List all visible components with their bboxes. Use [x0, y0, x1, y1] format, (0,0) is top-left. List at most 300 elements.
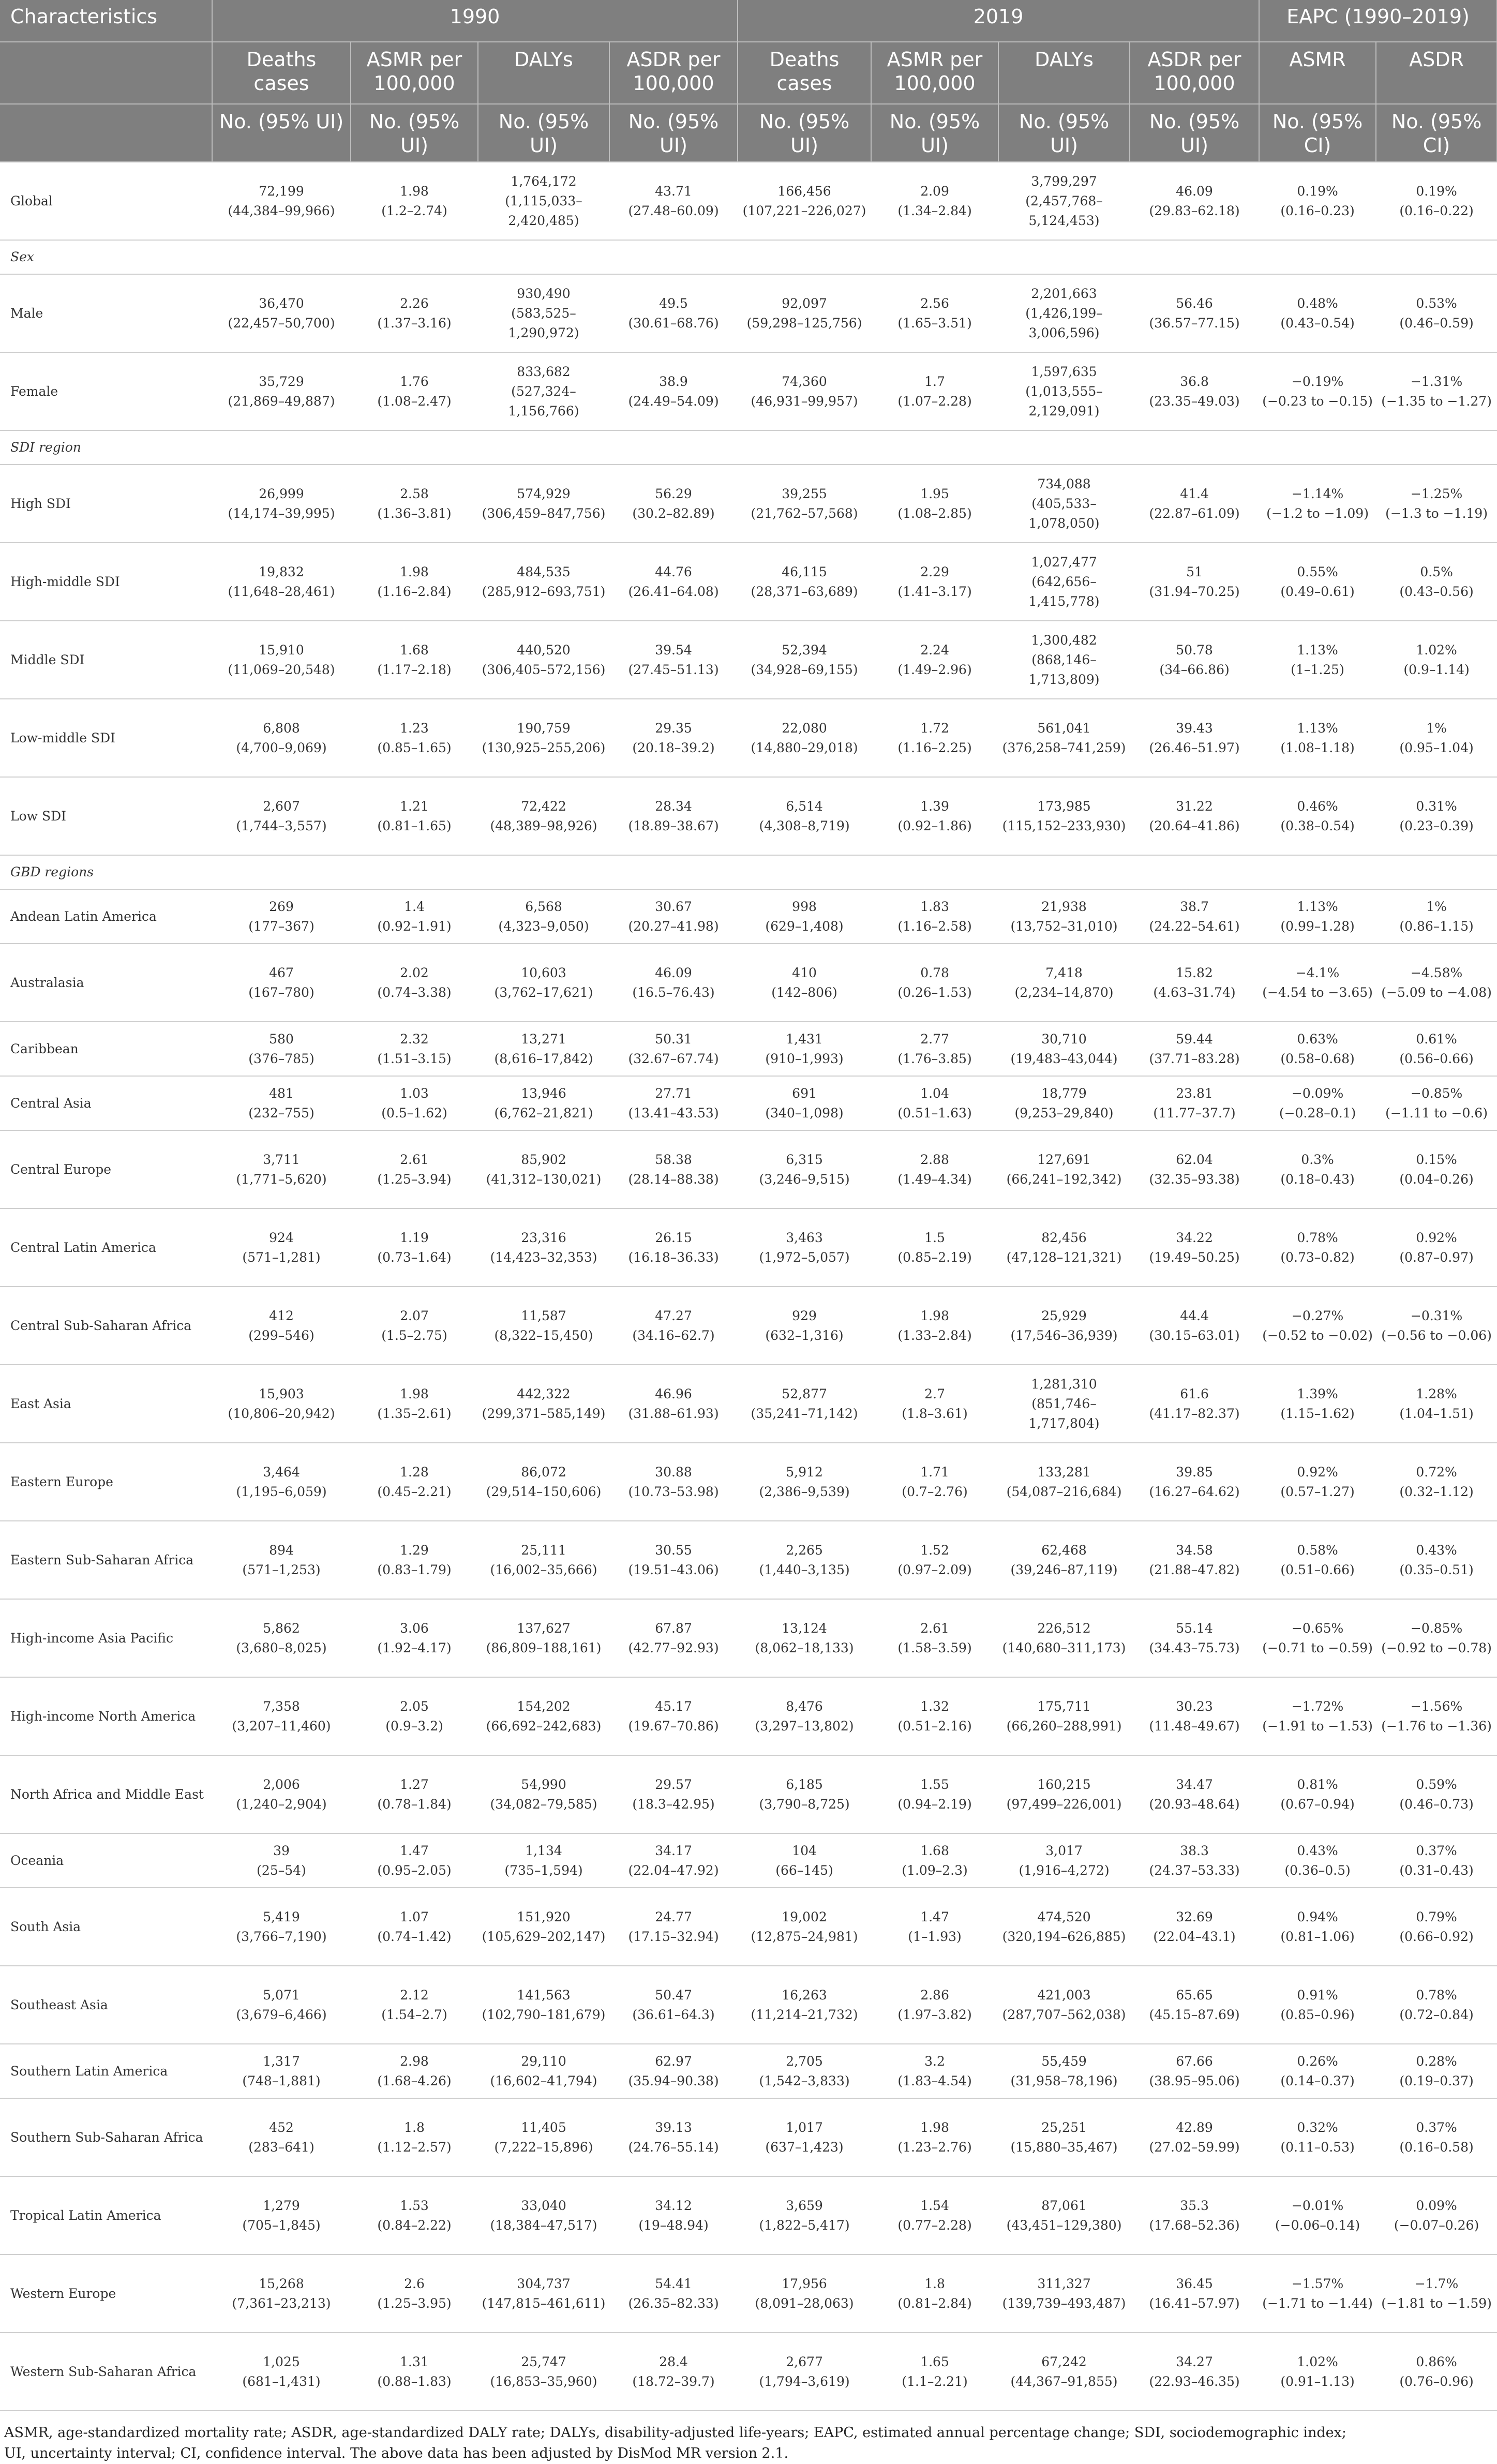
table-cell [738, 777, 871, 855]
cell-value: 410 [792, 965, 817, 980]
table-cell [1130, 1076, 1259, 1130]
cell-interval: (18.72–39.7) [632, 2373, 715, 2389]
cell-value: 2.07 [400, 1308, 429, 1323]
cell-interval: (0.43–0.54) [1280, 315, 1355, 331]
table-row [0, 2176, 1497, 2254]
row-label: Central Latin America [0, 1208, 212, 1287]
cell-value: 65.65 [1176, 1987, 1213, 2003]
table-cell [871, 2333, 998, 2411]
cell-value: 15,910 [259, 642, 304, 658]
table-cell [609, 1755, 738, 1833]
cell-interval: (31.94–70.25) [1149, 584, 1240, 599]
cell-value: 1,597,635 [1031, 364, 1097, 379]
cell-value: 72,199 [259, 183, 304, 199]
table-cell [1376, 1833, 1497, 1888]
table-cell [351, 1966, 478, 2044]
table-cell [478, 274, 609, 352]
cell-value: 86,072 [521, 1464, 566, 1480]
cell-value: 23.81 [1176, 1085, 1213, 1101]
table-cell [351, 162, 478, 240]
cell-value: 11,405 [521, 2119, 566, 2135]
cell-value: 42.89 [1176, 2119, 1213, 2135]
table-cell [351, 2098, 478, 2176]
cell-interval: (0.57–1.27) [1280, 1484, 1355, 1499]
cell-interval: (0.92–1.86) [897, 818, 972, 833]
cell-value: 2.12 [400, 1987, 429, 2003]
cell-interval: (43,451–129,380) [1006, 2217, 1122, 2233]
cell-interval: (1.36–3.81) [377, 505, 452, 521]
cell-interval: (16.5–76.43) [632, 984, 715, 1000]
table-cell [609, 2333, 738, 2411]
table-row [0, 2098, 1497, 2176]
cell-interval: (24.76–55.14) [628, 2139, 719, 2155]
table-row [0, 1130, 1497, 1208]
cell-interval: (0.26–1.53) [897, 984, 972, 1000]
cell-interval: (583,525–1,290,972) [508, 305, 579, 340]
cell-value: 0.72% [1416, 1464, 1457, 1480]
cell-value: 38.3 [1180, 1843, 1209, 1858]
cell-value: 2.32 [400, 1031, 429, 1047]
table-cell [738, 543, 871, 621]
cell-value: −0.19% [1291, 374, 1344, 389]
footnote-line: UI, uncertainty interval; CI, confidence interval. The above data has been adjusted by DisMod MR version 2.1. [4, 2445, 789, 2461]
table-cell [1376, 465, 1497, 543]
table-cell [609, 1521, 738, 1599]
cell-interval: (−1.71 to −1.44) [1262, 2295, 1373, 2311]
table-cell [998, 1966, 1130, 2044]
cell-interval: (31.88–61.93) [628, 1406, 719, 1421]
cell-value: 173,985 [1037, 798, 1091, 814]
table-cell [212, 2044, 351, 2098]
table-cell [1130, 1888, 1259, 1966]
cell-interval: (20.64–41.86) [1149, 818, 1240, 833]
table-cell [351, 944, 478, 1022]
table-cell [1376, 944, 1497, 1022]
cell-interval: (37.71–83.28) [1149, 1051, 1240, 1066]
cell-interval: (−0.06–0.14) [1275, 2217, 1360, 2233]
table-cell [212, 1888, 351, 1966]
cell-interval: (66,260–288,991) [1006, 1718, 1122, 1734]
table-cell [351, 2176, 478, 2254]
table-cell [609, 1833, 738, 1888]
cell-value: 833,682 [517, 364, 571, 379]
table-body [0, 162, 1497, 2411]
cell-interval: (29.83–62.18) [1149, 203, 1240, 218]
cell-value: 2.6 [404, 2276, 425, 2291]
cell-interval: (−0.23 to −0.15) [1262, 393, 1373, 409]
table-cell [609, 2176, 738, 2254]
cell-value: 1.47 [400, 1843, 429, 1858]
header-blank [0, 104, 212, 162]
cell-interval: (285,912–693,751) [482, 584, 606, 599]
cell-value: 28.34 [655, 798, 692, 814]
cell-interval: (21,869–49,887) [228, 393, 335, 409]
table-cell [998, 1130, 1130, 1208]
cell-value: 1.71 [920, 1464, 949, 1480]
table-row [0, 1755, 1497, 1833]
header-blank [0, 42, 212, 104]
cell-value: 1% [1426, 899, 1447, 914]
cell-value: 0.92% [1297, 1464, 1338, 1480]
cell-interval: (21.88–47.82) [1149, 1562, 1240, 1577]
cell-value: 421,003 [1037, 1987, 1091, 2003]
table-cell [1130, 1287, 1259, 1365]
cell-value: 1.39 [920, 798, 949, 814]
cell-value: −0.27% [1291, 1308, 1344, 1323]
cell-interval: (26.35–82.33) [628, 2295, 719, 2311]
cell-interval: (1,744–3,557) [236, 818, 327, 833]
cell-interval: (32.67–67.74) [628, 1051, 719, 1066]
row-label: High-income North America [0, 1677, 212, 1755]
table-cell [609, 1677, 738, 1755]
table-cell [1259, 1443, 1376, 1521]
table-cell [351, 1443, 478, 1521]
cell-interval: (1.25–3.95) [377, 2295, 452, 2311]
cell-interval: (41,312–130,021) [486, 1171, 602, 1187]
cell-value: 25,251 [1041, 2119, 1087, 2135]
cell-interval: (147,815–461,611) [482, 2295, 606, 2311]
row-label: Southeast Asia [0, 1966, 212, 2044]
cell-value: 39,255 [782, 486, 827, 501]
cell-interval: (11.77–37.7) [1153, 1105, 1236, 1121]
cell-interval: (24.49–54.09) [628, 393, 719, 409]
header-unit: No. (95% UI) [871, 104, 998, 162]
table-cell [738, 699, 871, 777]
cell-interval: (571–1,253) [242, 1562, 321, 1577]
table-cell [609, 162, 738, 240]
cell-interval: (306,459–847,756) [482, 505, 606, 521]
table-cell [1130, 699, 1259, 777]
table-cell [738, 1443, 871, 1521]
cell-value: −4.58% [1410, 965, 1463, 980]
cell-value: 1,281,310 [1031, 1376, 1097, 1392]
cell-interval: (66,241–192,342) [1006, 1171, 1122, 1187]
cell-interval: (11.48–49.67) [1149, 1718, 1240, 1734]
header-sub: DALYs [478, 42, 609, 104]
cell-interval: (0.83–1.79) [377, 1562, 452, 1577]
table-cell [871, 274, 998, 352]
cell-value: 25,929 [1041, 1308, 1087, 1323]
table-cell [351, 1208, 478, 1287]
table-cell [1259, 2098, 1376, 2176]
table-cell [871, 2044, 998, 2098]
cell-value: 1,300,482 [1031, 632, 1097, 648]
cell-value: 2,607 [263, 798, 300, 814]
table-cell [1130, 274, 1259, 352]
cell-value: 1.65 [920, 2354, 949, 2369]
cell-interval: (22,457–50,700) [228, 315, 335, 331]
cell-value: 1.29 [400, 1542, 429, 1558]
table-cell [1130, 1833, 1259, 1888]
cell-interval: (705–1,845) [242, 2217, 321, 2233]
cell-value: 1.02% [1416, 642, 1457, 658]
cell-interval: (35,241–71,142) [751, 1406, 858, 1421]
table-cell [1130, 1365, 1259, 1443]
table-cell [1130, 1130, 1259, 1208]
cell-value: −0.65% [1291, 1620, 1344, 1636]
table-cell [609, 1287, 738, 1365]
table-cell [609, 944, 738, 1022]
cell-interval: (0.04–0.26) [1399, 1171, 1474, 1187]
table-cell [998, 274, 1130, 352]
cell-interval: (0.87–0.97) [1399, 1249, 1474, 1265]
table-cell [1259, 1888, 1376, 1966]
table-cell [609, 1208, 738, 1287]
cell-interval: (−1.11 to −0.6) [1385, 1105, 1488, 1121]
header-sub: ASMR [1259, 42, 1376, 104]
cell-value: 0.81% [1297, 1776, 1338, 1792]
table-cell [478, 1521, 609, 1599]
cell-value: 104 [792, 1843, 817, 1858]
cell-interval: (19.49–50.25) [1149, 1249, 1240, 1265]
table-cell [1130, 2333, 1259, 2411]
cell-value: 56.29 [655, 486, 692, 501]
table-cell [871, 162, 998, 240]
cell-value: 0.37% [1416, 1843, 1457, 1858]
section-row [0, 430, 1497, 465]
cell-value: 0.19% [1416, 183, 1457, 199]
cell-value: 0.15% [1416, 1152, 1457, 1167]
cell-value: 190,759 [517, 720, 571, 736]
cell-interval: (15,880–35,467) [1010, 2139, 1118, 2155]
cell-value: 5,071 [263, 1987, 300, 2003]
cell-value: 51 [1186, 564, 1203, 579]
cell-interval: (0.51–0.66) [1280, 1562, 1355, 1577]
table-cell [1259, 1287, 1376, 1365]
table-cell [1259, 944, 1376, 1022]
cell-value: 1.28 [400, 1464, 429, 1480]
table-cell [738, 2333, 871, 2411]
table-cell [212, 465, 351, 543]
cell-value: 6,185 [786, 1776, 823, 1792]
cell-value: −1.31% [1410, 374, 1463, 389]
cell-value: 7,418 [1045, 965, 1083, 980]
cell-interval: (1.34–2.84) [897, 203, 972, 218]
cell-value: 87,061 [1041, 2198, 1087, 2213]
cell-value: −1.56% [1410, 1698, 1463, 1714]
table-cell [609, 2098, 738, 2176]
cell-value: 3,659 [786, 2198, 823, 2213]
cell-value: 0.92% [1416, 1230, 1457, 1245]
table-cell [351, 1677, 478, 1755]
cell-value: −0.85% [1410, 1620, 1463, 1636]
header-sub: Deaths cases [738, 42, 871, 104]
cell-interval: (29,514–150,606) [486, 1484, 602, 1499]
cell-value: 0.32% [1297, 2119, 1338, 2135]
cell-interval: (0.85–0.96) [1280, 2007, 1355, 2022]
section-label: SDI region [0, 430, 1497, 465]
table-cell [1259, 2044, 1376, 2098]
table-cell [1130, 1208, 1259, 1287]
cell-interval: (0.99–1.28) [1280, 918, 1355, 934]
cell-interval: (1.5–2.75) [381, 1327, 447, 1343]
table-cell [1259, 1208, 1376, 1287]
table-cell [1376, 1755, 1497, 1833]
table-cell [871, 2176, 998, 2254]
cell-value: 442,322 [517, 1386, 571, 1401]
cell-value: 141,563 [517, 1987, 571, 2003]
cell-value: 1.52 [920, 1542, 949, 1558]
cell-value: 0.63% [1297, 1031, 1338, 1047]
cell-interval: (1,822–5,417) [759, 2217, 850, 2233]
row-label: High-income Asia Pacific [0, 1599, 212, 1677]
table-cell [871, 1677, 998, 1755]
cell-value: 67.66 [1176, 2053, 1213, 2069]
cell-interval: (340–1,098) [765, 1105, 844, 1121]
table-cell [998, 2098, 1130, 2176]
cell-value: 6,568 [525, 899, 562, 914]
table-cell [212, 1966, 351, 2044]
cell-interval: (44,384–99,966) [228, 203, 335, 218]
cell-interval: (0.85–2.19) [897, 1249, 972, 1265]
cell-value: 34.22 [1176, 1230, 1213, 1245]
table-row [0, 1443, 1497, 1521]
cell-value: 26,999 [259, 486, 304, 501]
cell-value: 3,017 [1045, 1843, 1083, 1858]
cell-value: 34.17 [655, 1843, 692, 1858]
cell-interval: (−0.71 to −0.59) [1262, 1640, 1373, 1655]
row-label: Global [0, 162, 212, 240]
table-cell [1259, 1677, 1376, 1755]
cell-value: 2.61 [400, 1152, 429, 1167]
table-cell [478, 1022, 609, 1076]
cell-value: 1,317 [263, 2053, 300, 2069]
cell-interval: (1.54–2.7) [381, 2007, 447, 2022]
cell-interval: (0.18–0.43) [1280, 1171, 1355, 1187]
cell-interval: (−1.91 to −1.53) [1262, 1718, 1373, 1734]
table-cell [212, 1022, 351, 1076]
cell-interval: (1.68–4.26) [377, 2073, 452, 2088]
cell-interval: (629–1,408) [765, 918, 844, 934]
cell-value: 1.13% [1297, 642, 1338, 658]
cell-interval: (1.16–2.25) [897, 740, 972, 755]
cell-interval: (22.87–61.09) [1149, 505, 1240, 521]
cell-interval: (177–367) [248, 918, 315, 934]
cell-interval: (0.78–1.84) [377, 1796, 452, 1812]
cell-value: 29,110 [521, 2053, 566, 2069]
cell-value: 34.12 [655, 2198, 692, 2213]
table-cell [738, 1888, 871, 1966]
cell-value: −0.01% [1291, 2198, 1344, 2213]
table-cell [212, 2333, 351, 2411]
cell-value: 7,358 [263, 1698, 300, 1714]
cell-interval: (27.02–59.99) [1149, 2139, 1240, 2155]
table-cell [478, 621, 609, 699]
table-cell [998, 889, 1130, 944]
cell-value: 74,360 [782, 374, 827, 389]
cell-interval: (0.35–0.51) [1399, 1562, 1474, 1577]
cell-interval: (34–66.86) [1159, 662, 1230, 677]
table-cell [998, 543, 1130, 621]
table-cell [351, 1076, 478, 1130]
table-cell [738, 1208, 871, 1287]
header-year-2019: 2019 [738, 0, 1259, 42]
table-cell [212, 944, 351, 1022]
table-cell [1376, 1130, 1497, 1208]
cell-value: 46,115 [782, 564, 827, 579]
cell-value: 0.43% [1297, 1843, 1338, 1858]
cell-interval: (1.17–2.18) [377, 662, 452, 677]
table-row [0, 699, 1497, 777]
cell-interval: (1–1.93) [908, 1929, 962, 1944]
cell-interval: (19,483–43,044) [1010, 1051, 1118, 1066]
table-cell [1376, 1022, 1497, 1076]
cell-interval: (26.41–64.08) [628, 584, 719, 599]
table-cell [1376, 699, 1497, 777]
table-cell [738, 621, 871, 699]
cell-value: 1.4 [404, 899, 425, 914]
table-cell [998, 465, 1130, 543]
table-cell [351, 1022, 478, 1076]
cell-value: 160,215 [1037, 1776, 1091, 1792]
cell-value: 17,956 [782, 2276, 827, 2291]
table-cell [1130, 1755, 1259, 1833]
cell-value: 50.47 [655, 1987, 692, 2003]
table-cell [478, 162, 609, 240]
cell-interval: (30.61–68.76) [628, 315, 719, 331]
cell-interval: (16.41–57.97) [1149, 2295, 1240, 2311]
row-label: Male [0, 274, 212, 352]
table-cell [1259, 2254, 1376, 2333]
cell-value: 50.78 [1176, 642, 1213, 658]
table-cell [1130, 2176, 1259, 2254]
cell-value: 734,088 [1037, 476, 1091, 491]
cell-interval: (102,790–181,679) [482, 2007, 606, 2022]
cell-interval: (0.74–1.42) [377, 1929, 452, 1944]
cell-interval: (0.88–1.83) [377, 2373, 452, 2389]
cell-interval: (0.31–0.43) [1399, 1862, 1474, 1878]
table-cell [1376, 621, 1497, 699]
cell-value: 30.55 [655, 1542, 692, 1558]
table-cell [871, 1365, 998, 1443]
cell-value: 22,080 [782, 720, 827, 736]
table-cell [212, 1130, 351, 1208]
cell-value: 1.68 [920, 1843, 949, 1858]
table-cell [478, 1888, 609, 1966]
cell-interval: (1,440–3,135) [759, 1562, 850, 1577]
cell-value: 50.31 [655, 1031, 692, 1047]
table-cell [212, 543, 351, 621]
table-cell [351, 2044, 478, 2098]
row-label: Australasia [0, 944, 212, 1022]
table-row [0, 1076, 1497, 1130]
cell-interval: (0.94–2.19) [897, 1796, 972, 1812]
cell-value: 35,729 [259, 374, 304, 389]
table-cell [609, 2254, 738, 2333]
table-cell [478, 1599, 609, 1677]
cell-value: −0.09% [1291, 1085, 1344, 1101]
cell-interval: (−5.09 to −4.08) [1381, 984, 1492, 1000]
cell-interval: (24.37–53.33) [1149, 1862, 1240, 1878]
table-cell [1376, 1888, 1497, 1966]
cell-interval: (10,806–20,942) [228, 1406, 335, 1421]
table-cell [212, 274, 351, 352]
table-cell [871, 777, 998, 855]
table-cell [738, 1022, 871, 1076]
table-cell [1259, 352, 1376, 430]
header-year-1990: 1990 [212, 0, 738, 42]
cell-interval: (17.15–32.94) [628, 1929, 719, 1944]
table-cell [1130, 543, 1259, 621]
cell-value: 15,268 [259, 2276, 304, 2291]
table-cell [998, 1022, 1130, 1076]
cell-interval: (1.76–3.85) [897, 1051, 972, 1066]
cell-value: 59.44 [1176, 1031, 1213, 1047]
table-cell [609, 621, 738, 699]
cell-interval: (17.68–52.36) [1149, 2217, 1240, 2233]
cell-value: 28.4 [659, 2354, 688, 2369]
cell-value: 1.13% [1297, 720, 1338, 736]
